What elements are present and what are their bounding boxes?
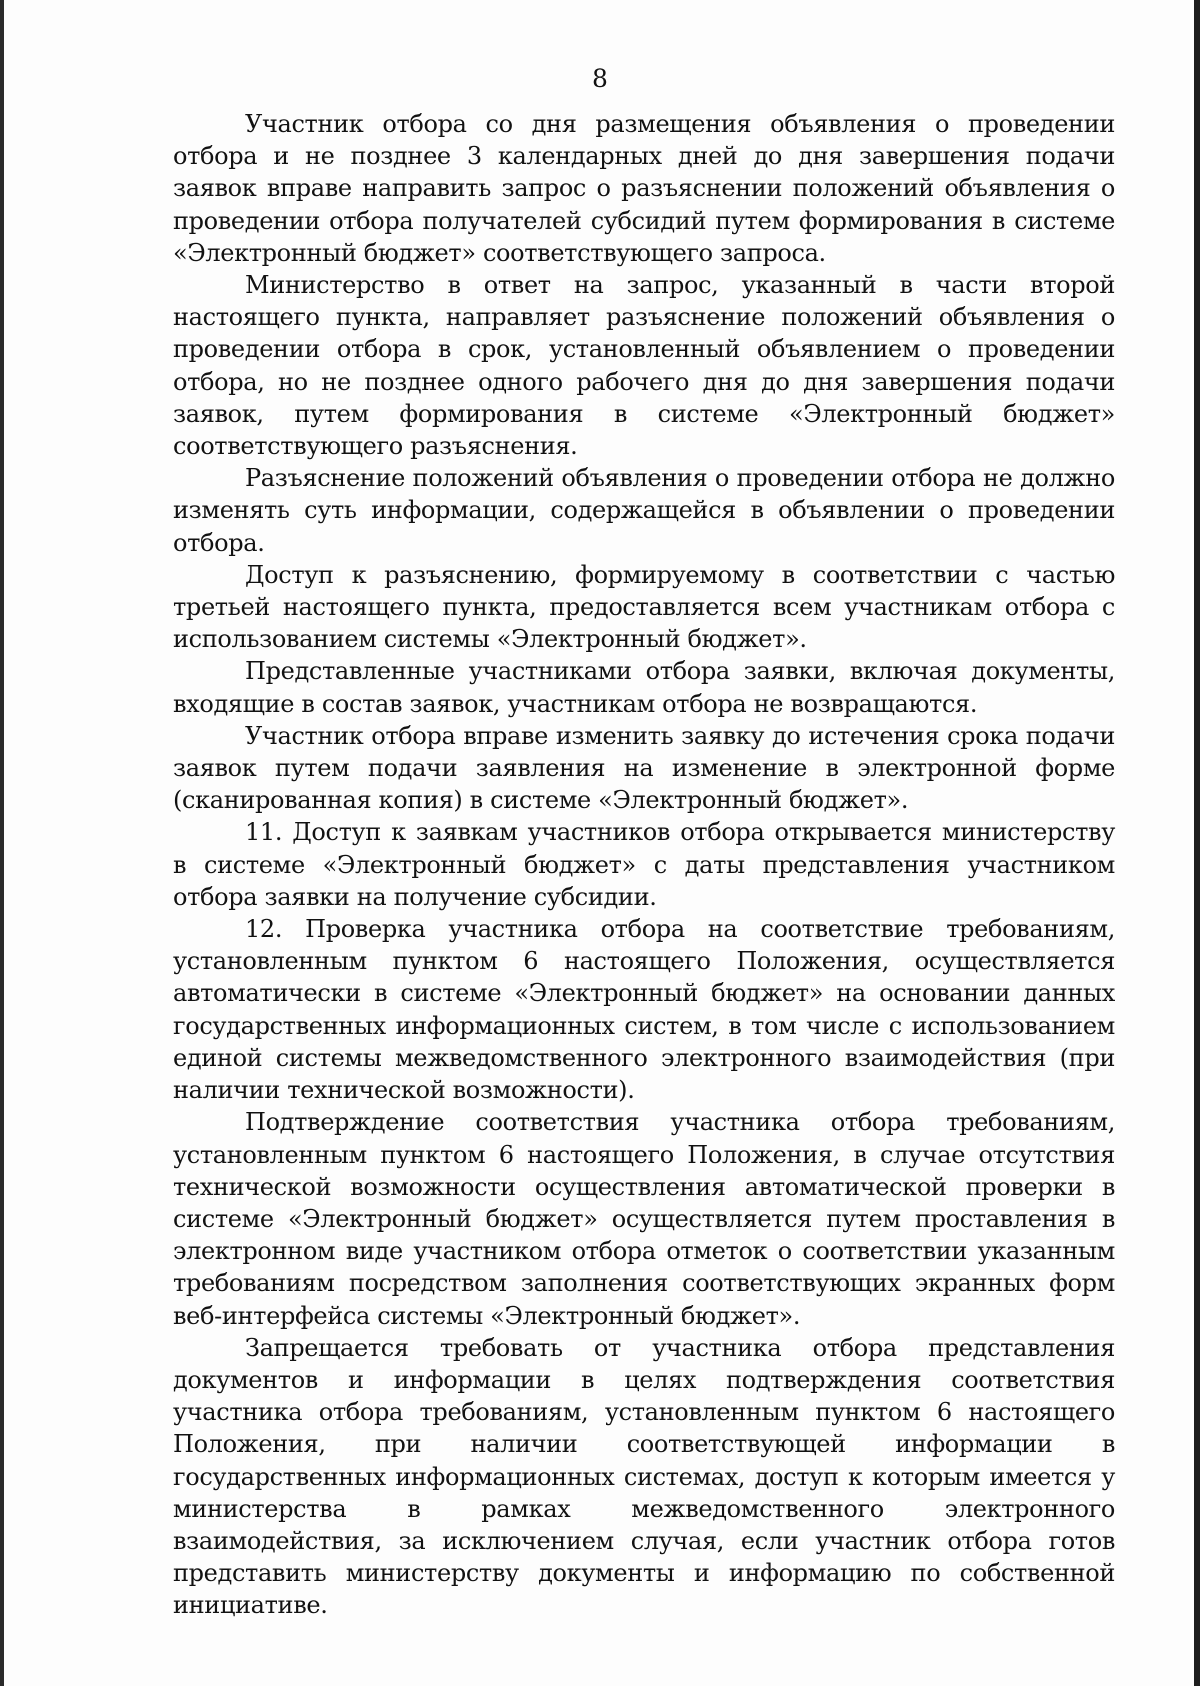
- scan-border-left: [0, 0, 4, 1686]
- paragraph-clarification-request: Участник отбора со дня размещения объявления о проведении отбора и не позднее 3 календарных дней до дня завершения подачи заявок вправе направить запрос о разъяснении положений объявления о проведении отбора получателей субсидий путем формирования в системе «Электронный бюджет» соответствующего запроса.: [173, 110, 1115, 267]
- paragraph-item-11: 11. Доступ к заявкам участников отбора открывается министерству в системе «Электронный бюджет» с даты представления участником отбора заявки на получение субсидии.: [173, 818, 1115, 911]
- paragraph-compliance-confirmation: Подтверждение соответствия участника отбора требованиям, установленным пунктом 6 настоящего Положения, в случае отсутствия технической возможности осуществления автоматической проверки в системе «Электронный бюджет» осуществляется путем проставления в электронном виде участником отбора отметок о соответствии указанным требованиям посредством заполнения соответствующих экранных форм веб-интерфейса системы «Электронный бюджет».: [173, 1108, 1115, 1330]
- paragraph-clarification-content: Разъяснение положений объявления о проведении отбора не должно изменять суть информации, содержащейся в объявлении о проведении отбора.: [173, 464, 1115, 557]
- scan-border-right: [1194, 0, 1200, 1686]
- paragraph-item-12: 12. Проверка участника отбора на соответствие требованиям, установленным пунктом 6 настоящего Положения, осуществляется автоматически в системе «Электронный бюджет» на основании данных государственных информационных систем, в том числе с использованием единой системы межведомственного электронного взаимодействия (при наличии технической возможности).: [173, 915, 1115, 1105]
- page-number: 8: [592, 64, 608, 93]
- paragraph-clarification-access: Доступ к разъяснению, формируемому в соответствии с частью третьей настоящего пункта, предоставляется всем участникам отбора с использованием системы «Электронный бюджет».: [173, 560, 1115, 654]
- paragraph-ministry-response: Министерство в ответ на запрос, указанный в части второй настоящего пункта, направляет разъяснение положений объявления о проведении отбора в срок, установленный объявлением о проведении отбора, но не позднее одного рабочего дня до дня завершения подачи заявок, путем формирования в системе «Электронный бюджет» соответствующего разъяснения.: [173, 271, 1115, 461]
- document-body: [173, 108, 1115, 1622]
- paragraph-application-change: Участник отбора вправе изменить заявку до истечения срока подачи заявок путем подачи заявления на изменение в электронной форме (сканированная копия) в системе «Электронный бюджет».: [173, 721, 1115, 815]
- paragraph-applications-not-returned: Представленные участниками отбора заявки, включая документы, входящие в состав заявок, участникам отбора не возвращаются.: [173, 657, 1115, 718]
- paragraph-prohibition: Запрещается требовать от участника отбора представления документов и информации в целях подтверждения соответствия участника отбора требованиям, установленным пунктом 6 настоящего Положения, при наличии соответствующей информации в государственных информационных системах, доступ к которым имеется у министерства в рамках межведомственного электронного взаимодействия, за исключением случая, если участник отбора готов представить министерству документы и информацию по собственной инициативе.: [173, 1333, 1115, 1620]
